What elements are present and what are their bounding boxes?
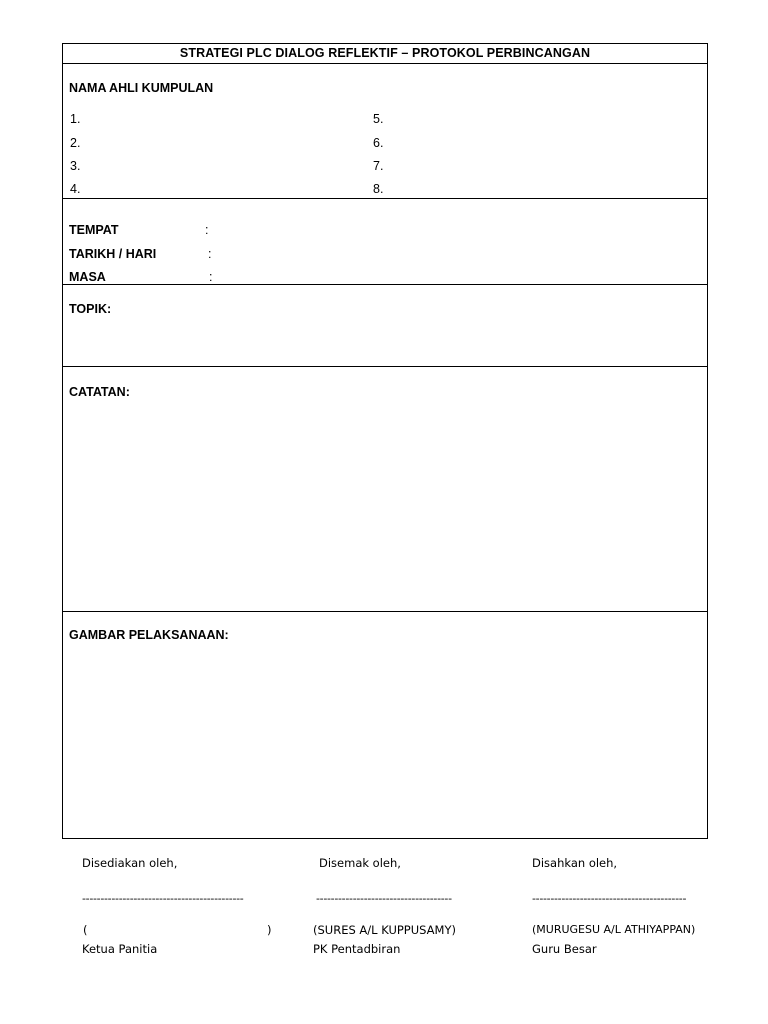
member-field-5[interactable]: 5. <box>373 112 384 126</box>
member-field-7[interactable]: 7. <box>373 159 384 173</box>
place-field[interactable]: : <box>205 223 209 237</box>
notes-label: CATATAN: <box>69 385 130 399</box>
place-label: TEMPAT <box>69 223 119 237</box>
divider-topic <box>63 366 707 367</box>
date-field[interactable]: : <box>208 247 212 261</box>
divider-notes <box>63 611 707 612</box>
topic-label: TOPIK: <box>69 302 112 316</box>
checked-name: (SURES A/L KUPPUSAMY) <box>313 923 456 937</box>
approved-heading: Disahkan oleh, <box>532 856 618 870</box>
divider-details <box>63 284 707 285</box>
prepared-signature-line[interactable]: -------------------------------------------- <box>82 893 244 905</box>
date-label: TARIKH / HARI <box>69 247 157 261</box>
prepared-role: Ketua Panitia <box>82 942 158 956</box>
member-field-3[interactable]: 3. <box>70 159 81 173</box>
photos-label: GAMBAR PELAKSANAAN: <box>69 628 229 642</box>
members-heading: NAMA AHLI KUMPULAN <box>69 81 214 95</box>
prepared-open-paren: ( <box>83 923 88 937</box>
member-field-8[interactable]: 8. <box>373 182 384 196</box>
prepared-heading: Disediakan oleh, <box>82 856 178 870</box>
divider-members <box>63 198 707 199</box>
checked-heading: Disemak oleh, <box>319 856 401 870</box>
member-field-6[interactable]: 6. <box>373 136 384 150</box>
divider-title <box>63 63 707 64</box>
discussion-protocol-form <box>62 43 708 839</box>
approved-role: Guru Besar <box>532 942 597 956</box>
time-label: MASA <box>69 270 106 284</box>
checked-signature-line[interactable]: ------------------------------------- <box>316 893 452 905</box>
approved-name: (MURUGESU A/L ATHIYAPPAN) <box>532 923 696 936</box>
member-field-2[interactable]: 2. <box>70 136 81 150</box>
prepared-close-paren: ) <box>267 923 272 937</box>
approved-signature-line[interactable]: ------------------------------------------ <box>532 893 687 905</box>
time-field[interactable]: : <box>209 270 213 284</box>
member-field-4[interactable]: 4. <box>70 182 81 196</box>
checked-role: PK Pentadbiran <box>313 942 401 956</box>
member-field-1[interactable]: 1. <box>70 112 81 126</box>
form-title: STRATEGI PLC DIALOG REFLEKTIF – PROTOKOL PERBINCANGAN <box>179 46 591 60</box>
